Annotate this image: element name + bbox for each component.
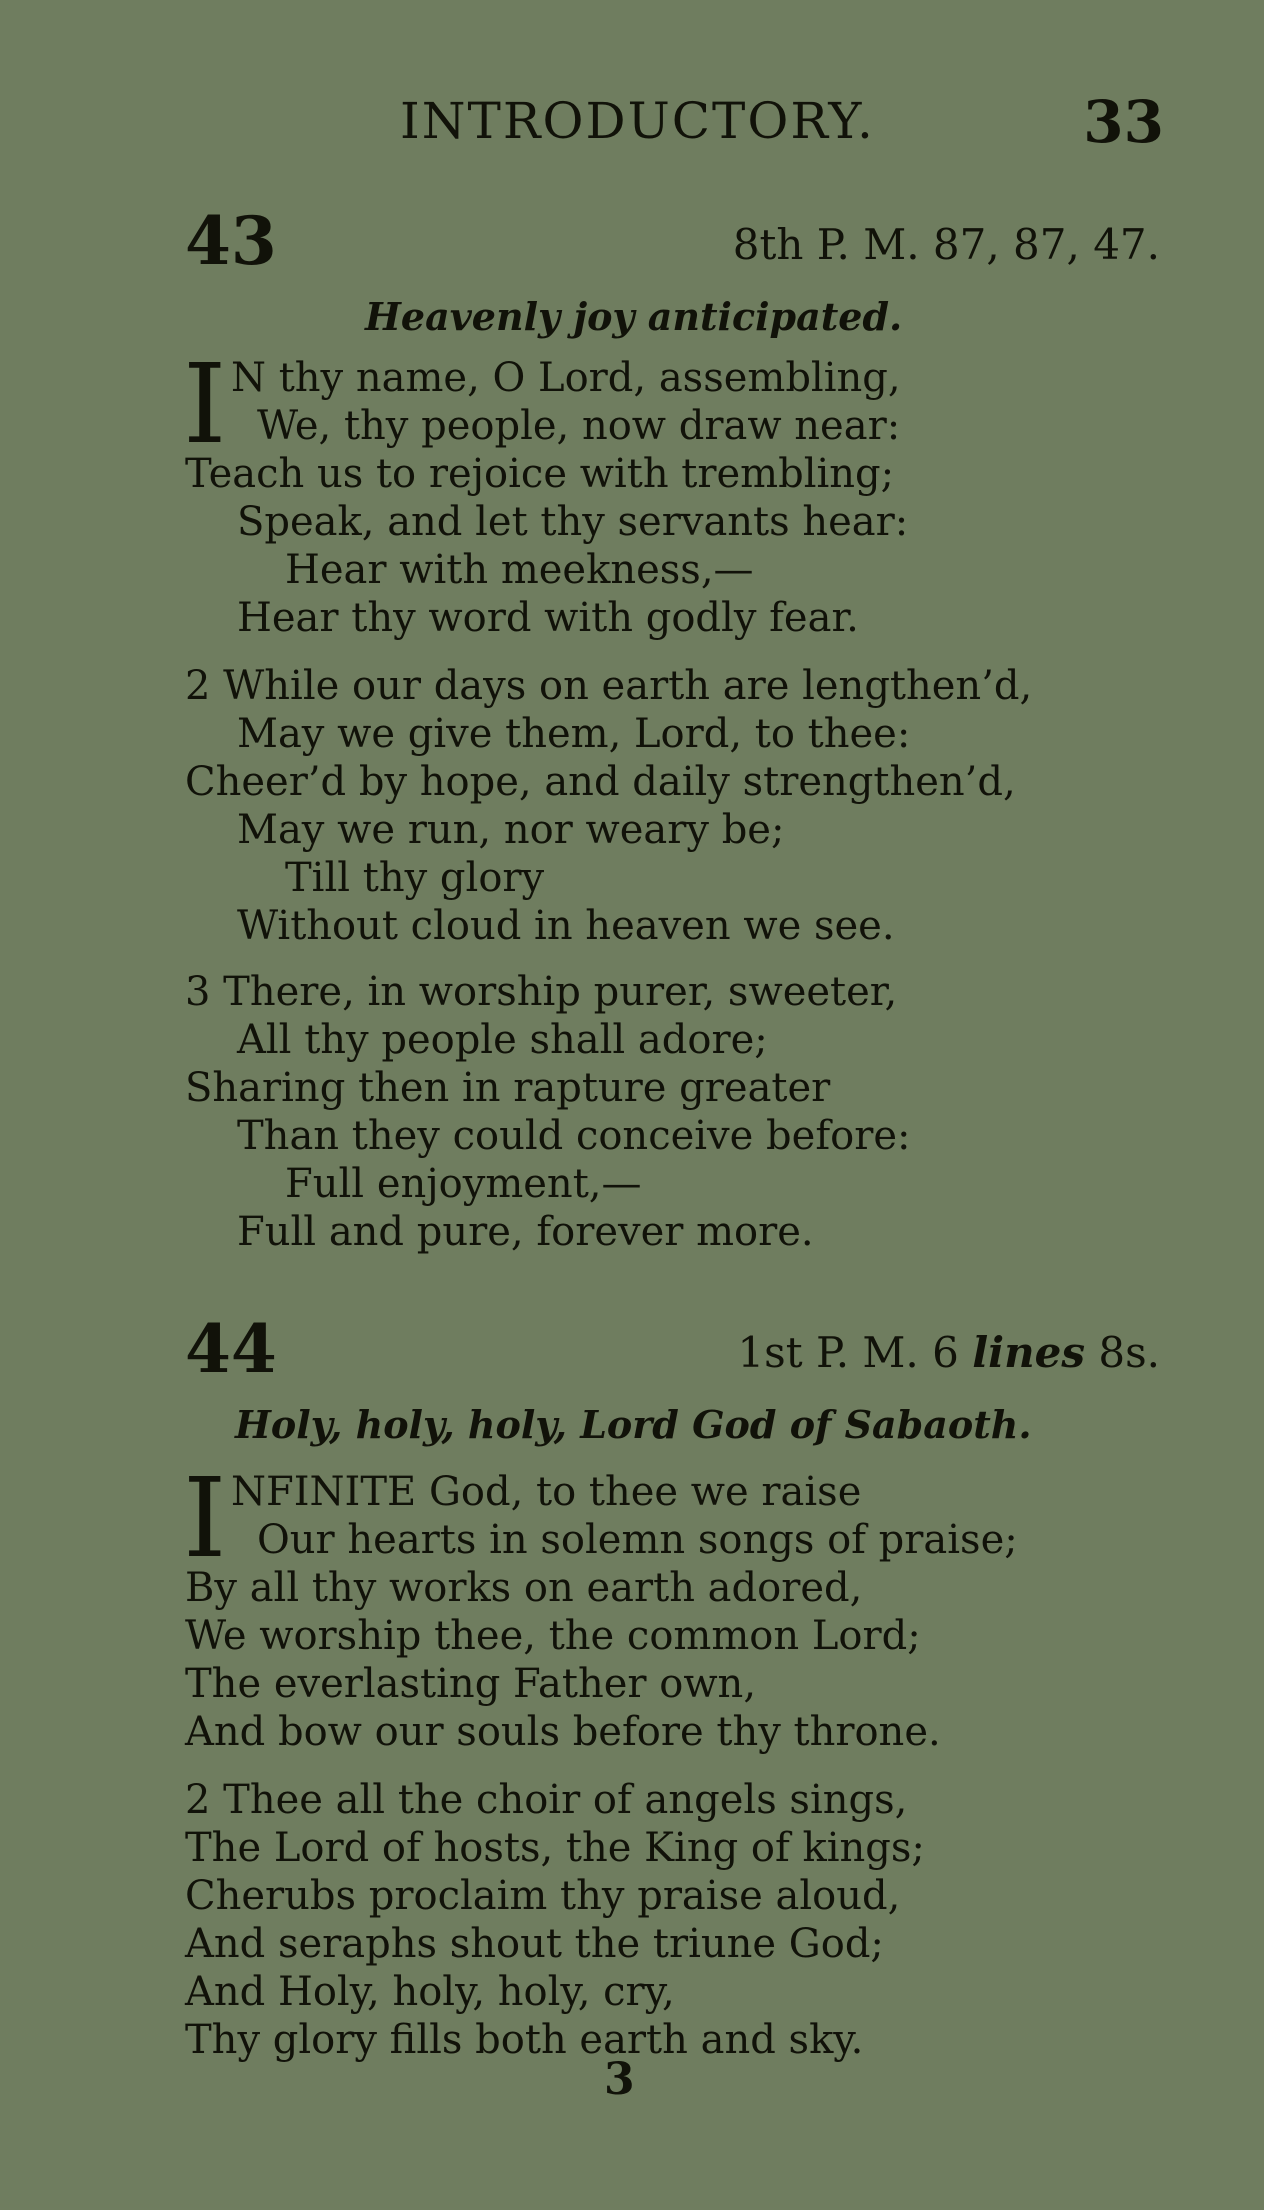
running-head: INTRODUCTORY. — [400, 92, 875, 150]
verse-line: Full and pure, forever more. — [237, 1209, 814, 1255]
verse-line: Our hearts in solemn songs of praise; — [257, 1517, 1018, 1563]
verse-line: Hear thy word with godly fear. — [237, 595, 859, 641]
verse-line: Speak, and let thy servants hear: — [237, 499, 909, 545]
verse-line: May we run, nor weary be; — [237, 807, 785, 853]
verse-line: Teach us to rejoice with trembling; — [185, 451, 895, 497]
stanza-1 — [183, 1454, 1018, 1756]
verse-line: And seraphs shout the triune God; — [185, 1921, 884, 1967]
hymn-title: Holy, holy, holy, Lord God of Sabaoth. — [235, 1402, 1032, 1447]
drop-cap: I — [183, 340, 227, 468]
hymn-number: 44 — [185, 1310, 277, 1388]
verse-line: 3 There, in worship purer, sweeter, — [185, 969, 898, 1015]
verse-line: Thy glory fills both earth and sky. — [185, 2017, 864, 2063]
verse-line: The Lord of hosts, the King of kings; — [185, 1825, 925, 1871]
verse-line: And bow our souls before thy throne. — [185, 1709, 941, 1755]
stanza-1 — [183, 340, 909, 642]
verse-line: The everlasting Father own, — [185, 1661, 757, 1707]
verse-line: N thy name, O Lord, assembling, — [231, 355, 901, 401]
verse-line: Till thy glory — [285, 855, 545, 901]
meter-text: 1st P. M. 6 — [737, 1328, 973, 1377]
verse-line: Cheer’d by hope, and daily strengthen’d, — [185, 759, 1016, 805]
verse-line: All thy people shall adore; — [237, 1017, 768, 1063]
verse-line: 2 Thee all the choir of angels sings, — [185, 1777, 908, 1823]
stanza-3 — [185, 968, 910, 1256]
verse-line: Hear with meekness,— — [285, 547, 754, 593]
meter-italic: lines — [972, 1328, 1086, 1377]
verse-line: Without cloud in heaven we see. — [237, 903, 895, 949]
verse-line: Sharing then in rapture greater — [185, 1065, 831, 1111]
hymn-meter: 8th P. M. 87, 87, 47. — [732, 220, 1160, 269]
meter-text: 8s. — [1085, 1328, 1160, 1377]
hymn-meter — [737, 1328, 1160, 1377]
stanza-2 — [185, 662, 1032, 950]
verse-line: We, thy people, now draw near: — [257, 403, 901, 449]
page-number: 33 — [1083, 88, 1164, 156]
verse-line: NFINITE God, to thee we raise — [231, 1469, 862, 1515]
verse-line: 2 While our days on earth are lengthen’d, — [185, 663, 1033, 709]
signature-mark: 3 — [604, 2054, 635, 2105]
verse-line: May we give them, Lord, to thee: — [237, 711, 911, 757]
verse-line: Cherubs proclaim thy praise aloud, — [185, 1873, 901, 1919]
verse-line: By all thy works on earth adored, — [185, 1565, 863, 1611]
hymn-number: 43 — [185, 202, 277, 280]
hymn-title: Heavenly joy anticipated. — [365, 294, 903, 339]
verse-line: Than they could conceive before: — [237, 1113, 911, 1159]
verse-line: Full enjoyment,— — [285, 1161, 642, 1207]
drop-cap: I — [183, 1454, 227, 1582]
verse-line: And Holy, holy, holy, cry, — [185, 1969, 675, 2015]
stanza-2 — [185, 1776, 925, 2064]
verse-line: We worship thee, the common Lord; — [185, 1613, 921, 1659]
